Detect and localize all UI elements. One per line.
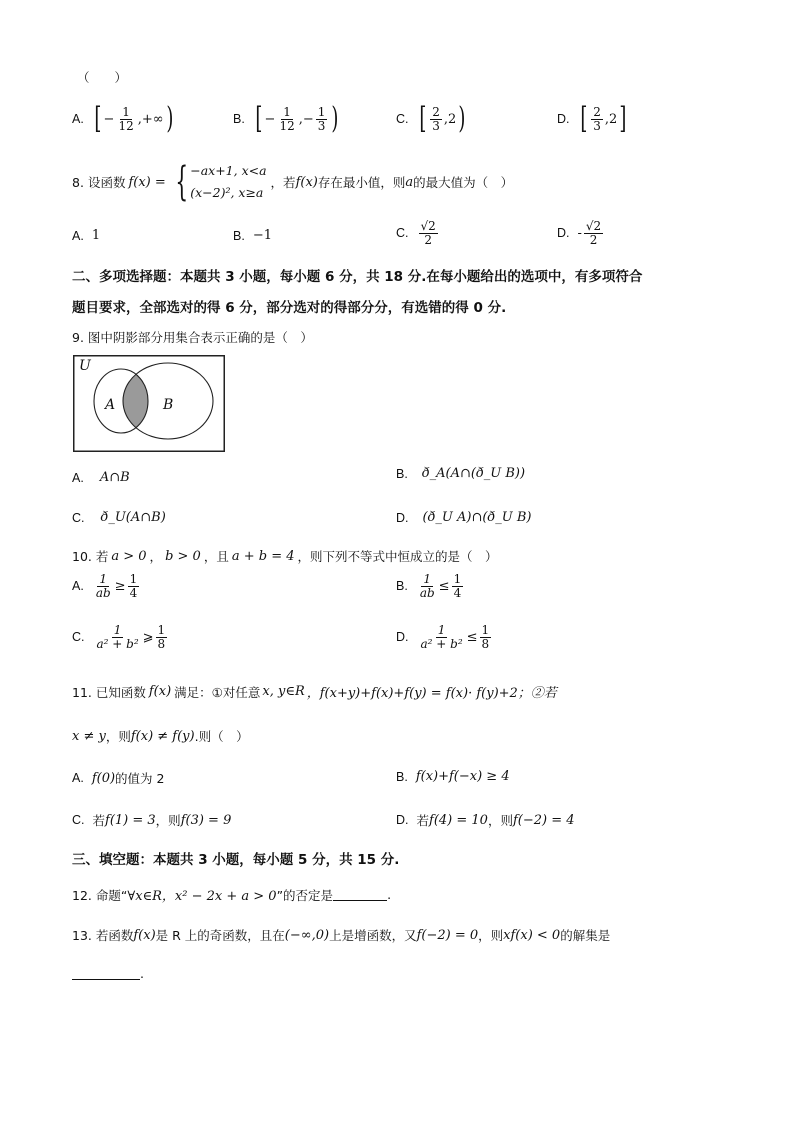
fraction: $\frac{1}{12}$ — [118, 104, 134, 133]
q12-pre: 12. 命题“ — [72, 887, 128, 903]
option-label: B. — [396, 466, 408, 481]
q9-option-b — [396, 466, 525, 481]
q12-end: . — [387, 887, 392, 902]
left-bracket: [ — [579, 101, 587, 136]
option-label: A. — [72, 771, 84, 785]
q13-t4: 的解集是 — [560, 928, 611, 943]
fraction: $\frac{1}{4}$ — [129, 572, 138, 600]
right-bracket: ) — [331, 101, 339, 136]
option-math: f(4) = 10 — [429, 812, 488, 828]
q8-option-c — [396, 220, 440, 246]
q8-option-d — [557, 220, 605, 246]
q11-option-d — [396, 811, 575, 829]
interval-rest: ,2 — [604, 111, 618, 127]
q13-t2: 上是增函数，又 — [329, 928, 417, 943]
separator: ， — [149, 549, 163, 564]
functional-equation: ，f(x+y)+f(x)+f(y) = f(x)· f(y)+2；②若 — [306, 686, 557, 701]
option-label: B. — [233, 112, 245, 126]
universal-set-box — [74, 356, 225, 452]
q11-pre: 11. 已知函数 — [72, 684, 146, 700]
q8-option-a — [72, 228, 100, 243]
option-label: D. — [396, 813, 409, 827]
left-bracket: [ — [94, 101, 102, 136]
fraction: $\frac{1}{\text{a² + b²}}$ — [420, 623, 463, 651]
option-label: C. — [396, 226, 409, 241]
right-bracket: ) — [165, 101, 173, 136]
option-value: A∩B — [99, 470, 130, 485]
option-math: f(3) = 9 — [180, 812, 232, 828]
interval-rest: ,2 — [443, 111, 457, 127]
left-bracket: [ — [418, 101, 426, 136]
option-sep: ，则 — [155, 813, 181, 828]
q10-option-a — [72, 573, 141, 599]
q10-option-c — [72, 624, 169, 650]
cond-b: b > 0 — [165, 548, 201, 564]
piece-row-1: −ax+1, x<a — [190, 163, 267, 178]
q11-stem-line-1 — [72, 682, 557, 701]
x-neq-y: x ≠ y — [72, 728, 106, 744]
q7-option-a — [72, 101, 175, 136]
q11-mid: 满足：①对任意 — [174, 684, 261, 700]
option-value: ð_A(A∩(ð_U B)) — [421, 466, 526, 481]
function-f: f(x) — [133, 927, 156, 943]
option-pre: 若 — [92, 813, 106, 828]
option-pre: 若 — [416, 813, 430, 828]
option-sep: ，则 — [487, 813, 513, 828]
q10-stem — [72, 547, 498, 565]
option-text: 的值为 2 — [115, 771, 165, 786]
venn-diagram — [73, 355, 225, 452]
interval: (−∞,0) — [284, 927, 330, 943]
option-math: f(1) = 3 — [105, 812, 156, 828]
option-math: f(x)+f(−x) ≥ 4 — [415, 769, 510, 784]
interval-sep: ,− — [298, 111, 314, 127]
option-label: C. — [396, 112, 409, 126]
fraction: $\frac{1}{12}$ — [279, 104, 295, 133]
option-label: B. — [396, 579, 408, 594]
q13-pre: 13. 若函数 — [72, 928, 134, 943]
q13-end: . — [140, 966, 144, 981]
function-f: f(x) = — [128, 174, 166, 190]
inequality: xf(x) < 0 — [503, 927, 561, 943]
fraction: $\frac{2}{3}$ — [593, 104, 601, 133]
option-label: D. — [557, 112, 570, 126]
q12-stem — [72, 885, 391, 904]
section-2-heading-line-1: 二、多项选择题：本题共 3 小题，每小题 6 分，共 18 分.在每小题给出的选项中，有多项符合 — [72, 269, 643, 285]
q11-stem-line-2 — [72, 727, 249, 745]
q12-post: ”的否定是 — [276, 887, 334, 903]
q11-option-b — [396, 769, 510, 784]
option-label: B. — [233, 228, 245, 243]
q8-mid: ，若 — [270, 175, 296, 190]
section-3-heading: 三、填空题：本题共 3 小题，每小题 5 分，共 15 分. — [72, 852, 400, 868]
minus-sign: − — [103, 111, 115, 127]
venn-label-b: B — [163, 397, 174, 413]
variable-a: a — [405, 174, 414, 190]
fraction: $\frac{√2}{2}$ — [420, 219, 436, 247]
q7-option-d — [557, 101, 629, 136]
piece-row-2: (x−2)², x≥a — [190, 185, 264, 200]
option-value: 1 — [91, 228, 101, 243]
inequality-op: ≥ — [114, 578, 126, 594]
option-label: A. — [72, 112, 84, 126]
option-math: f(0) — [91, 770, 116, 786]
venn-label-a: A — [105, 397, 116, 413]
option-label: A. — [72, 579, 84, 594]
separator: ，则 — [105, 729, 131, 744]
option-label: B. — [396, 769, 408, 784]
fraction: $\frac{2}{3}$ — [432, 104, 440, 133]
fx-neq-fy: f(x) ≠ f(y) — [130, 728, 195, 744]
fraction: $\frac{1}{8}$ — [157, 623, 166, 651]
q9-option-a — [72, 470, 130, 485]
q10-post: ，则下列不等式中恒成立的是（ ） — [297, 549, 498, 564]
q8-option-b — [233, 228, 272, 243]
q13-t3: ，则 — [478, 928, 504, 943]
inequality-op: ≤ — [438, 578, 450, 594]
option-label: C. — [72, 510, 85, 525]
cond-sum: a + b = 4 — [231, 548, 295, 564]
q13-stem — [72, 926, 610, 944]
q13-answer-line — [72, 966, 144, 981]
option-label: D. — [396, 510, 409, 525]
q11-end: .则（ ） — [194, 729, 249, 744]
answer-blank[interactable] — [72, 967, 140, 980]
fraction: $\frac{1}{ab}$ — [419, 572, 435, 600]
q11-option-c — [72, 811, 231, 829]
q10-option-d — [396, 624, 493, 650]
q9-option-c — [72, 510, 166, 525]
q10-pre: 10. 若 — [72, 549, 109, 564]
option-label: D. — [396, 630, 409, 645]
cond-a: a > 0 — [111, 548, 147, 564]
fraction: $\frac{1}{3}$ — [317, 104, 326, 133]
interval-rest: ,+∞ — [137, 111, 164, 127]
fraction: $\frac{1}{8}$ — [481, 623, 490, 651]
q13-t1: 是 R 上的奇函数，且在 — [155, 928, 285, 943]
option-value: −1 — [252, 228, 272, 243]
inequality-op: ≤ — [466, 629, 478, 645]
function-f: f(x) — [148, 684, 172, 699]
fraction: $\frac{√2}{2}$ — [585, 219, 602, 247]
fraction: $\frac{1}{\text{a² + b²}}$ — [96, 623, 139, 651]
left-bracket: [ — [255, 101, 263, 136]
option-label: D. — [557, 226, 570, 241]
q7-answer-bracket: （ ） — [77, 70, 128, 85]
option-label: A. — [72, 228, 84, 243]
option-label: C. — [72, 630, 85, 645]
q8-suffix2: 的最大值为（ ） — [413, 175, 514, 190]
left-brace: { — [175, 159, 188, 205]
q7-option-b — [233, 101, 341, 136]
sign: - — [577, 225, 582, 241]
answer-blank[interactable] — [333, 888, 387, 901]
question-number: 8. — [72, 174, 84, 190]
q9-option-d — [396, 510, 531, 525]
condition: f(−2) = 0 — [416, 927, 479, 943]
option-label: A. — [72, 470, 84, 485]
option-math: f(−2) = 4 — [512, 812, 575, 828]
inequality-op: ⩾ — [142, 629, 154, 645]
right-bracket: ] — [619, 101, 627, 136]
option-label: C. — [72, 813, 85, 827]
right-bracket: ) — [458, 101, 466, 136]
proposition: ∀x∈R，x² − 2x + a > 0 — [127, 889, 277, 904]
function-f: f(x) — [295, 174, 318, 190]
q10-option-b — [396, 573, 465, 599]
xy-real: x, y∈R — [262, 684, 305, 699]
q8-stem — [72, 160, 513, 204]
q8-suffix: 存在最小值，则 — [317, 175, 406, 190]
fraction: $\frac{1}{4}$ — [453, 572, 462, 600]
q9-stem: 9. 图中阴影部分用集合表示正确的是（ ） — [72, 330, 313, 345]
minus-sign: − — [264, 111, 276, 127]
venn-label-u: U — [79, 358, 91, 374]
section-2-heading-line-2: 题目要求，全部选对的得 6 分，部分选对的得部分分，有选错的得 0 分. — [72, 300, 507, 316]
separator: ，且 — [203, 549, 229, 564]
q8-prefix: 设函数 — [87, 175, 126, 190]
fraction: $\frac{1}{ab}$ — [95, 572, 111, 600]
q11-option-a — [72, 769, 164, 787]
option-value: ð_U(A∩B) — [100, 510, 166, 525]
option-value: (ð_U A)∩(ð_U B) — [422, 510, 532, 525]
venn-svg — [73, 355, 225, 452]
q7-option-c — [396, 101, 468, 136]
piecewise-function — [169, 160, 267, 204]
